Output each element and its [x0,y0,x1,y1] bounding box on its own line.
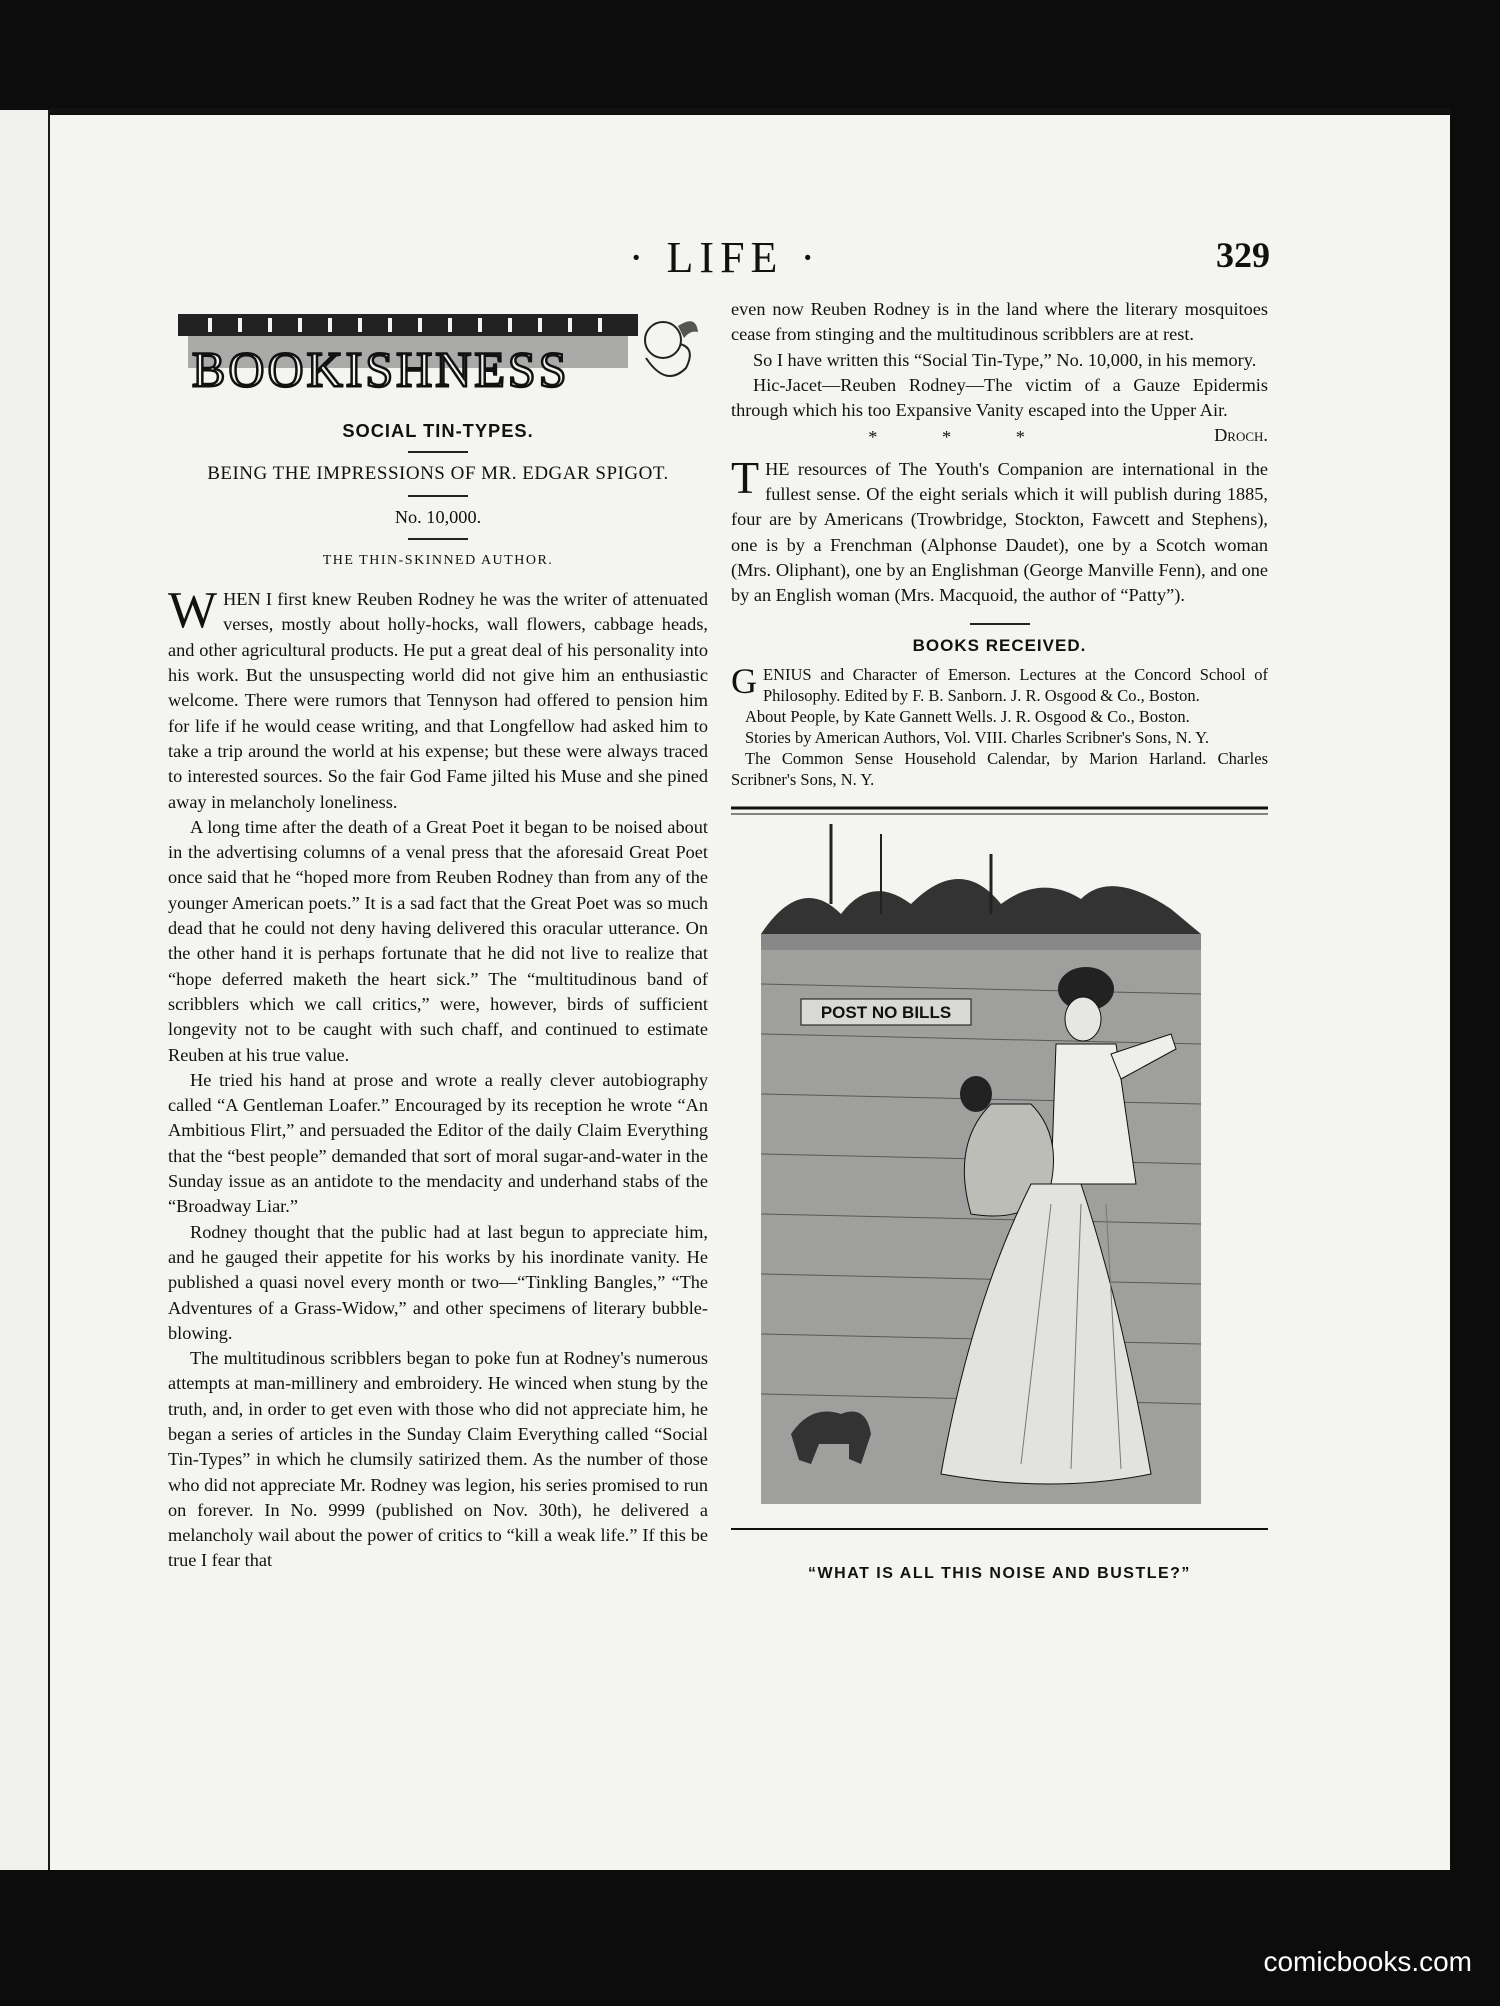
paragraph: So I have written this “Social Tin-Type,” No. 10,000, in his memory. [753,349,1257,370]
paragraph: A long time after the death of a Great Poet it began to be noised about in the advertising columns of a venal press that the aforesaid Great Poet once said that he “hoped more from Reuben Rodney than from any of the younger American poets.” It is a sad fact that the Great Poet was so much dead that he could not deny having delivered this oracular utterance. On the other hand it is perhaps fortunate that he did not live to realize that “hope deferred maketh the heart sick.” The “multitudinous band of scribblers which we call critics,” were, however, birds of sufficient longevity not to be caught with such chaff, and continued to estimate Reuben at his true value. [168,816,708,1065]
running-head: · LIFE · [628,233,822,282]
post-no-bills-sign: POST NO BILLS [820,1002,952,1022]
section-break: * * * [868,427,1055,448]
divider [408,538,468,540]
right-column [731,297,1268,1586]
facing-page-edge [0,110,51,1870]
page-number: 329 [1216,235,1270,275]
banner-text: BOOKISHNESS [192,341,570,397]
bookishness-banner [168,300,708,410]
signature: Droch. [1214,425,1268,446]
paragraph-text: HEN I first knew Reuben Rodney he was the writer of attenuated verses, mostly about holly-hocks, wall flowers, cabbage heads, and other agricultural products. He put a great deal of his personality into his work. But the unsuspecting world did not give him an enthusiastic welcome. There were rumors that Tennyson had offered to pension him for life if he would cease writing, and that Longfellow had asked him to take a trip around the world at his expense; but these were always traced to interested sources. So the fair God Fame jilted his Muse and she pined away in melancholy loneliness. [168,589,708,812]
top-border [50,108,1450,114]
drop-cap: W [168,582,218,640]
engraving [731,804,1268,1546]
drop-cap: T [731,451,760,503]
paragraph: Rodney thought that the public had at last begun to appreciate him, and he gauged their appetite for his works by his inordinate vanity. He published a quasi novel every month or two—“Tinkling Bangles,” “The Adventures of a Grass-Widow,” and other specimens of literary bubble-blowing. [168,1221,708,1343]
book-entry-text: ENIUS and Character of Emerson. Lectures at the Concord School of Philosophy. Edited by F. B. Sanborn. J. R. Osgood & Co., Boston. [763,664,1268,705]
paragraph: even now Reuben Rodney is in the land where the literary mosquitoes cease from stinging and the multitudinous scribblers are at rest. [731,299,1268,345]
left-column [168,300,708,1574]
issue-number: No. 10,000. [394,506,482,527]
book-entry [731,660,1268,706]
banner-ornament [168,300,708,410]
paragraph [731,451,1268,609]
section-heading: THE THIN-SKINNED AUTHOR. [322,552,554,568]
paragraph-text: Hic-Jacet—Reuben Rodney—The victim of a Gauze Epidermis through which his too Expansive Vanity escaped into the Upper Air. [731,374,1268,421]
article-subtitle: BEING THE IMPRESSIONS OF MR. EDGAR SPIGOT. [207,463,669,485]
divider [970,623,1030,625]
illustration [731,804,1268,1587]
drop-cap: G [731,660,757,701]
books-list [731,660,1268,790]
article-title: SOCIAL TIN-TYPES. [342,420,534,441]
paragraph-text: HE resources of The Youth's Companion are international in the fullest sense. Of the eight serials which it will publish during 1885, four are by Americans (Trowbridge, Stockton, Fawcett and Stephens), one is by a Frenchman (Alphonse Daudet), one by a Scotch woman (Mrs. Oliphant), one by an Englishman (George Manville Fenn), and one by an English woman (Mrs. Macquoid, the author of “Patty”). [731,458,1268,606]
books-heading: BOOKS RECEIVED. [912,635,1087,655]
watermark: comicbooks.com [1263,1946,1472,1977]
paragraph: He tried his hand at prose and wrote a really clever autobiography called “A Gentleman Loafer.” Encouraged by its reception he wrote “An Ambitious Flirt,” and persuaded the Editor of the daily Claim Everything that the “best people” demanded that sort of moral sugar-and-water in the Sunday issue as an antidote to the mendacity and underhand stabs of the “Broadway Liar.” [168,1069,708,1217]
paragraph: The multitudinous scribblers began to poke fun at Rodney's numerous attempts at man-millinery and embroidery. He winced when stung by the truth, and, in order to get even with those who did not appreciate him, he began a series of articles in the Sunday Claim Everything called “Social Tin-Types” in which he clumsily satirized them. As the number of those who did not appreciate Mr. Rodney was legion, his series promised to run on forever. In No. 9999 (published on Nov. 30th), he delivered a melancholy wail about the power of critics to “kill a weak life.” If this be true I fear that [168,1348,708,1571]
paragraph [168,582,708,815]
divider [408,451,468,453]
paragraph [731,373,1268,446]
divider [408,495,468,497]
book-entry: The Common Sense Household Calendar, by Marion Harland. Charles Scribner's Sons, N. Y. [731,748,1268,789]
book-entry: About People, by Kate Gannett Wells. J. R. Osgood & Co., Boston. [745,706,1190,726]
book-entry: Stories by American Authors, Vol. VIII. Charles Scribner's Sons, N. Y. [745,727,1210,747]
illustration-caption: “WHAT IS ALL THIS NOISE AND BUSTLE?” [808,1565,1191,1583]
